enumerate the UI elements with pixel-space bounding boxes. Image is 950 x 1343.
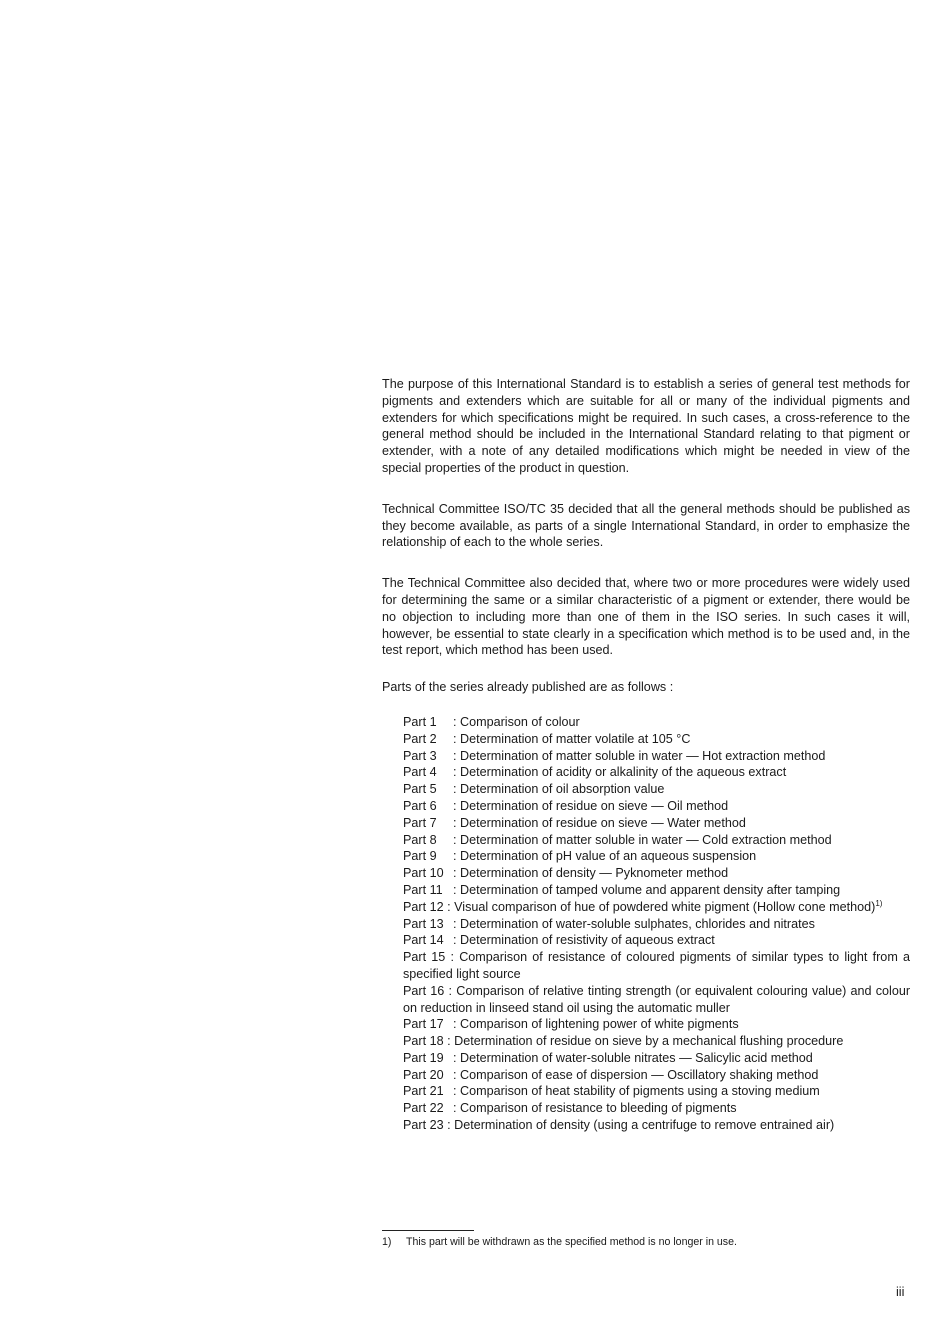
footnote-text: This part will be withdrawn as the specified method is no longer in use. <box>406 1236 737 1248</box>
parts-intro: Parts of the series already published are as follows : <box>382 680 674 695</box>
part-item: Part 2 : Determination of matter volatile at 105 °C <box>403 731 691 746</box>
part-number: Part 11 <box>403 882 443 897</box>
part-item: Part 8 : Determination of matter soluble in water — Cold extraction method <box>403 832 832 847</box>
part-title: Determination of water-soluble nitrates — Salicylic acid method <box>460 1050 813 1065</box>
part-item: Part 6 : Determination of residue on sieve — Oil method <box>403 798 729 813</box>
part-number: Part 7 <box>403 815 437 830</box>
intro-paragraph-procedures: The Technical Committee also decided that, where two or more procedures were widely used for determining the same or a similar characteristic of a pigment or extender, there would be no objection to including more than one of them in the ISO series. In such cases it will, however, be essential to state clearly in a specification which method is to be used and, in the test report, which method has been used. <box>382 576 910 658</box>
part-number: Part 10 <box>403 866 444 881</box>
part-title: Determination of residue on sieve — Water method <box>460 815 746 830</box>
part-number: Part 13 <box>403 916 444 931</box>
footnote-mark: 1) <box>382 1236 392 1248</box>
part-title: Comparison of lightening power of white pigments <box>460 1017 739 1032</box>
part-number: Part 6 <box>403 798 437 813</box>
main-content <box>382 376 910 1134</box>
part-number: Part 1 <box>403 714 437 729</box>
part-item: Part 15 : Comparison of resistance of coloured pigments of similar types to light from a specified light source <box>403 950 911 981</box>
part-item: Part 21 : Comparison of heat stability of pigments using a stoving medium <box>403 1084 820 1099</box>
part-item: Part 20 : Comparison of ease of dispersion — Oscillatory shaking method <box>403 1067 819 1082</box>
footnote-rule <box>382 1230 474 1231</box>
part-item: Part 18 : Determination of residue on sieve by a mechanical flushing procedure <box>403 1034 844 1049</box>
part-title: Determination of water-soluble sulphates, chlorides and nitrates <box>460 916 815 931</box>
part-title: Determination of tamped volume and apparent density after tamping <box>460 882 841 897</box>
part-title: Comparison of relative tinting strength (or equivalent colouring value) and colour on reduction in linseed stand oil using the automatic muller <box>403 983 911 1015</box>
part-item: Part 12 : Visual comparison of hue of powdered white pigment (Hollow cone method)$^{1)}$ <box>403 898 883 914</box>
intro-paragraph-committee: Technical Committee ISO/TC 35 decided that all the general methods should be published as they become available, as parts of a single International Standard, in order to emphasize the relationship of each to the whole series. <box>382 501 910 550</box>
part-item: Part 14 : Determination of resistivity of aqueous extract <box>403 933 715 948</box>
part-item: Part 3 : Determination of matter soluble in water — Hot extraction method <box>403 748 826 763</box>
part-title: Comparison of heat stability of pigments using a stoving medium <box>460 1084 820 1099</box>
part-number: Part 15 <box>403 950 446 965</box>
part-number: Part 20 <box>403 1067 444 1082</box>
part-number: Part 17 <box>403 1017 444 1032</box>
part-number: Part 2 <box>403 731 437 746</box>
page-number: iii <box>896 1285 905 1299</box>
part-title: Determination of density (using a centrifuge to remove entrained air) <box>454 1118 835 1133</box>
part-number: Part 4 <box>403 765 437 780</box>
part-title: Determination of resistivity of aqueous extract <box>460 933 715 948</box>
part-number: Part 9 <box>403 849 437 864</box>
part-title: Determination of matter volatile at 105 °C <box>460 731 691 746</box>
part-number: Part 23 <box>403 1118 444 1133</box>
part-title: Comparison of resistance to bleeding of pigments <box>460 1101 737 1116</box>
part-title: Determination of residue on sieve by a mechanical flushing procedure <box>454 1034 844 1049</box>
part-number: Part 14 <box>403 933 444 948</box>
part-number: Part 18 <box>403 1034 444 1049</box>
part-item: Part 16 : Comparison of relative tinting strength (or equivalent colouring value) and colour on reduction in linseed stand oil using the automatic muller <box>403 983 911 1015</box>
part-title: Determination of matter soluble in water — Hot extraction method <box>460 748 826 763</box>
footnote <box>382 1235 910 1249</box>
part-number: Part 22 <box>403 1101 444 1116</box>
part-title: Determination of pH value of an aqueous suspension <box>460 849 757 864</box>
part-title: Comparison of resistance of coloured pigments of similar types to light from a specified light source <box>403 950 911 981</box>
intro-paragraph-purpose: The purpose of this International Standard is to establish a series of general test methods for pigments and extenders which are suitable for all or many of the individual pigments and extenders for which specifications might be required. In such cases, a cross-reference to the general method should be included in the International Standard relating to that pigment or extender, with a note of any detailed modifications which might be needed in view of the special properties of the product in question. <box>382 377 910 475</box>
part-item: Part 22 : Comparison of resistance to bleeding of pigments <box>403 1101 737 1116</box>
part-number: Part 5 <box>403 782 437 797</box>
part-number: Part 12 <box>403 899 444 914</box>
part-item: Part 4 : Determination of acidity or alkalinity of the aqueous extract <box>403 765 787 780</box>
part-item: Part 23 : Determination of density (using a centrifuge to remove entrained air) <box>403 1118 835 1133</box>
part-number: Part 16 <box>403 983 445 998</box>
part-title: Determination of residue on sieve — Oil method <box>460 798 729 813</box>
part-item: Part 13 : Determination of water-soluble sulphates, chlorides and nitrates <box>403 916 815 931</box>
parts-list <box>403 714 910 1134</box>
part-title: Determination of acidity or alkalinity of the aqueous extract <box>460 765 787 780</box>
part-item: Part 9 : Determination of pH value of an aqueous suspension <box>403 849 757 864</box>
part-item: Part 10 : Determination of density — Pyknometer method <box>403 866 729 881</box>
part-number: Part 3 <box>403 748 437 763</box>
part-item: Part 19 : Determination of water-soluble nitrates — Salicylic acid method <box>403 1050 813 1065</box>
part-title: Comparison of ease of dispersion — Oscillatory shaking method <box>460 1067 819 1082</box>
part-title: Determination of oil absorption value <box>460 782 665 797</box>
part-number: Part 19 <box>403 1050 444 1065</box>
part-item: Part 7 : Determination of residue on sieve — Water method <box>403 815 746 830</box>
part-title: Comparison of colour <box>460 714 580 729</box>
part-title: Determination of matter soluble in water — Cold extraction method <box>460 832 832 847</box>
part-item: Part 1 : Comparison of colour <box>403 714 580 729</box>
part-item: Part 5 : Determination of oil absorption value <box>403 782 665 797</box>
part-number: Part 21 <box>403 1084 444 1099</box>
part-title: Visual comparison of hue of powdered white pigment (Hollow cone method) <box>454 899 876 914</box>
part-item: Part 11 : Determination of tamped volume and apparent density after tamping <box>403 882 841 897</box>
footnote-ref: 1) <box>875 898 883 908</box>
part-title: Determination of density — Pyknometer method <box>460 866 729 881</box>
part-item: Part 17 : Comparison of lightening power of white pigments <box>403 1017 739 1032</box>
part-number: Part 8 <box>403 832 437 847</box>
